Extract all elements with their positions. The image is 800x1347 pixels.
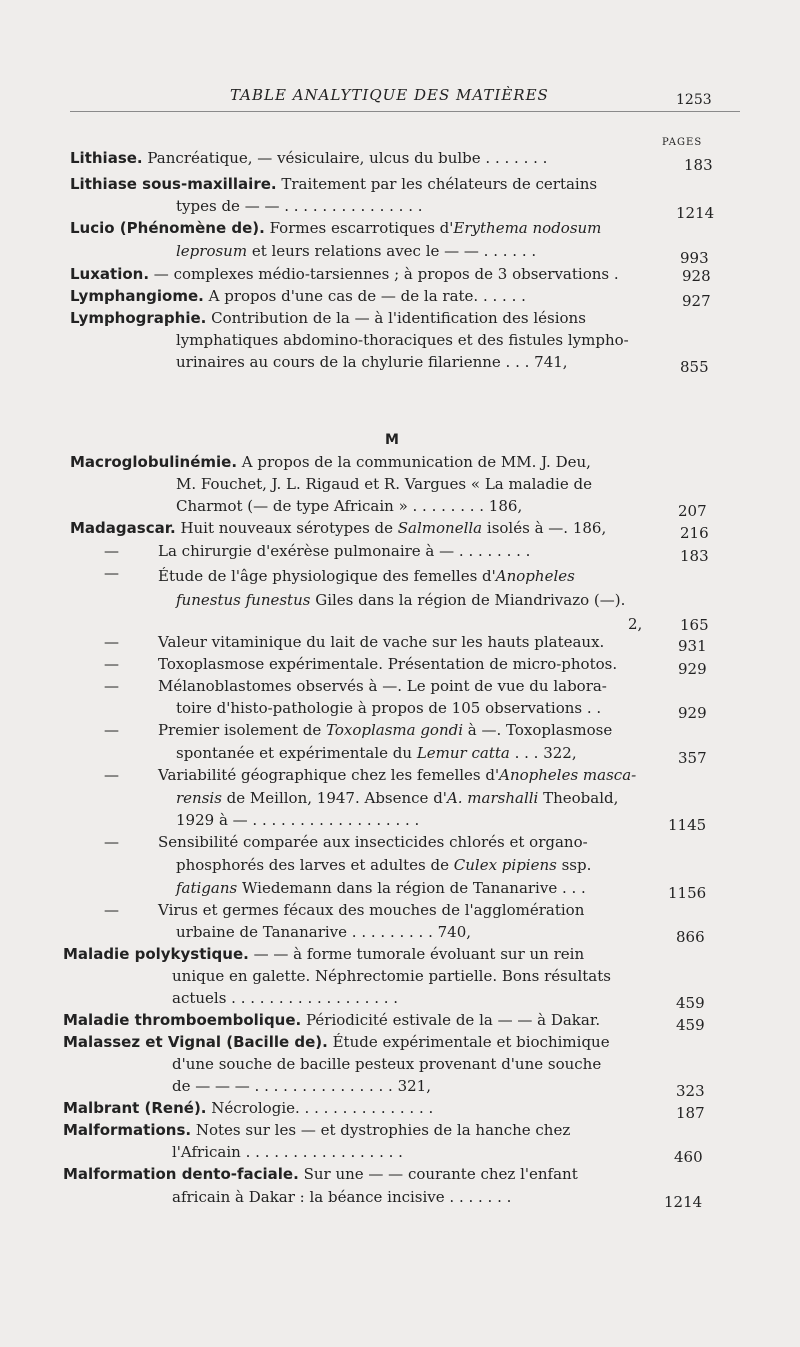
entry-term: Luxation. — [70, 265, 150, 283]
entry-term: Maladie thromboembolique. — [63, 1011, 302, 1029]
entry-lithiase-sous-maxillaire: Lithiase sous-maxillaire. Traitement par les chélateurs de certains — [70, 175, 598, 193]
subentry-text: spontanée et expérimentale du Lemur catta . . . 322, — [176, 744, 577, 762]
subentry-text: Mélanoblastomes observés à —. Le point de vue du labora- — [158, 677, 607, 695]
page-ref: 929 — [678, 704, 707, 722]
entry-continuation: de — — — . . . . . . . . . . . . . . . 321, — [172, 1077, 431, 1095]
page-ref: 216 — [680, 524, 709, 542]
entry-continuation: M. Fouchet, J. L. Rigaud et R. Vargues « La maladie de — [176, 475, 592, 493]
subentry-text: 1929 à — . . . . . . . . . . . . . . . . . . — [176, 811, 420, 829]
entry-lymphographie: Lymphographie. Contribution de la — à l'identification des lésions — [70, 309, 586, 327]
subentry-dash: — — [104, 721, 119, 739]
page-ref: 207 — [678, 502, 707, 520]
entry-lymphangiome: Lymphangiome. A propos d'une cas de — de la rate. . . . . . — [70, 287, 526, 305]
subentry-text: funestus funestus Giles dans la région de Miandrivazo (—). — [176, 591, 626, 609]
page-number: 1253 — [676, 92, 712, 108]
entry-lucio: Lucio (Phénomène de). Formes escarrotiques d'Erythema nodosum — [70, 219, 602, 237]
subentry-dash: — — [104, 564, 119, 582]
page-ref: 1145 — [668, 816, 707, 834]
page-ref: 1214 — [664, 1193, 703, 1211]
entry-continuation: l'Africain . . . . . . . . . . . . . . . . . — [172, 1143, 403, 1161]
entry-term: Macroglobulinémie. — [70, 453, 238, 471]
subentry-text: rensis de Meillon, 1947. Absence d'A. marshalli Theobald, — [176, 789, 619, 807]
page-ref: 928 — [682, 267, 711, 285]
subentry-text: fatigans Wiedemann dans la région de Tananarive . . . — [176, 879, 586, 897]
page-ref: 459 — [676, 1016, 705, 1034]
entry-term: Malbrant (René). — [63, 1099, 207, 1117]
subentry-text: Virus et germes fécaux des mouches de l'agglomération — [158, 901, 585, 919]
page-ref: 357 — [678, 749, 707, 767]
entry-term: Lymphographie. — [70, 309, 207, 327]
entry-term: Malassez et Vignal (Bacille de). — [63, 1033, 328, 1051]
entry-lithiase: Lithiase. Pancréatique, — vésiculaire, ulcus du bulbe . . . . . . . — [70, 149, 548, 167]
entry-malformations: Malformations. Notes sur les — et dystrophies de la hanche chez — [63, 1121, 571, 1139]
page-ref: 993 — [680, 249, 709, 267]
subentry-text: urbaine de Tananarive . . . . . . . . . 740, — [176, 923, 472, 941]
page-ref: 927 — [682, 292, 711, 310]
page-ref: 459 — [676, 994, 705, 1012]
subentry-dash: — — [104, 633, 119, 651]
subentry-text: La chirurgie d'exérèse pulmonaire à — . . . . . . . . — [158, 542, 531, 560]
page-ref: 931 — [678, 637, 707, 655]
entry-continuation: urinaires au cours de la chylurie filarienne . . . 741, — [176, 353, 568, 371]
subentry-text: phosphorés des larves et adultes de Culex pipiens ssp. — [176, 856, 592, 874]
entry-term: Madagascar. — [70, 519, 176, 537]
page-ref: 165 — [680, 616, 709, 634]
page-ref: 187 — [676, 1104, 705, 1122]
header-rule — [70, 111, 740, 112]
page-ref: 183 — [680, 547, 709, 565]
entry-malbrant: Malbrant (René). Nécrologie. . . . . . . . . . . . . . . — [63, 1099, 434, 1117]
entry-continuation: unique en galette. Néphrectomie partielle. Bons résultats — [172, 967, 611, 985]
subentry-dash: — — [104, 833, 119, 851]
entry-continuation: types de — — . . . . . . . . . . . . . . . — [176, 197, 423, 215]
subentry-dash: — — [104, 655, 119, 673]
entry-malformation-dento-faciale: Malformation dento-faciale. Sur une — — courante chez l'enfant — [63, 1165, 578, 1183]
page-ref: 323 — [676, 1082, 705, 1100]
subentry-dash: — — [104, 901, 119, 919]
entry-continuation: actuels . . . . . . . . . . . . . . . . . . — [172, 989, 399, 1007]
entry-term: Lithiase sous-maxillaire. — [70, 175, 277, 193]
entry-term: Maladie polykystique. — [63, 945, 249, 963]
entry-luxation: Luxation. — complexes médio-tarsiennes ; à propos de 3 observations . — [70, 265, 619, 283]
entry-maladie-polykystique: Maladie polykystique. — — à forme tumorale évoluant sur un rein — [63, 945, 585, 963]
section-letter: M — [385, 432, 399, 448]
subentry-text: Étude de l'âge physiologique des femelles d'Anopheles — [158, 567, 575, 585]
subentry-text: Sensibilité comparée aux insecticides chlorés et organo- — [158, 833, 588, 851]
entry-macroglobulinemie: Macroglobulinémie. A propos de la communication de MM. J. Deu, — [70, 453, 591, 471]
page-ref: 460 — [674, 1148, 703, 1166]
subentry-dash: — — [104, 677, 119, 695]
pages-column-label: PAGES — [662, 137, 703, 148]
subentry-dash: — — [104, 766, 119, 784]
subentry-text: Variabilité géographique chez les femelles d'Anopheles masca- — [158, 766, 637, 784]
subentry-text: 2, — [628, 615, 643, 633]
subentry-text: toire d'histo-pathologie à propos de 105 observations . . — [176, 699, 602, 717]
subentry-text: Premier isolement de Toxoplasma gondi à —. Toxoplasmose — [158, 721, 613, 739]
page-ref: 855 — [680, 358, 709, 376]
entry-term: Lymphangiome. — [70, 287, 204, 305]
entry-malassez-vignal: Malassez et Vignal (Bacille de). Étude expérimentale et biochimique — [63, 1033, 610, 1051]
page-ref: 929 — [678, 660, 707, 678]
entry-continuation: africain à Dakar : la béance incisive . . . . . . . — [172, 1188, 512, 1206]
entry-continuation: leprosum et leurs relations avec le — — . . . . . . — [176, 242, 537, 260]
entry-term: Malformations. — [63, 1121, 192, 1139]
entry-continuation: lymphatiques abdomino-thoraciques et des fistules lympho- — [176, 331, 629, 349]
subentry-dash: — — [104, 542, 119, 560]
entry-term: Lucio (Phénomène de). — [70, 219, 265, 237]
page-ref: 866 — [676, 928, 705, 946]
page-ref: 1214 — [676, 204, 715, 222]
subentry-text: Toxoplasmose expérimentale. Présentation de micro-photos. — [158, 655, 618, 673]
entry-continuation: Charmot (— de type Africain » . . . . . . . . 186, — [176, 497, 523, 515]
running-title: TABLE ANALYTIQUE DES MATIÈRES — [230, 86, 549, 104]
subentry-text: Valeur vitaminique du lait de vache sur les hauts plateaux. — [158, 633, 605, 651]
entry-continuation: d'une souche de bacille pesteux provenant d'une souche — [172, 1055, 602, 1073]
entry-madagascar: Madagascar. Huit nouveaux sérotypes de Salmonella isolés à —. 186, — [70, 519, 607, 537]
entry-term: Malformation dento-faciale. — [63, 1165, 299, 1183]
page-ref: 1156 — [668, 884, 707, 902]
page-ref: 183 — [684, 156, 713, 174]
entry-maladie-thromboembolique: Maladie thromboembolique. Périodicité estivale de la — — à Dakar. — [63, 1011, 601, 1029]
entry-term: Lithiase. — [70, 149, 143, 167]
